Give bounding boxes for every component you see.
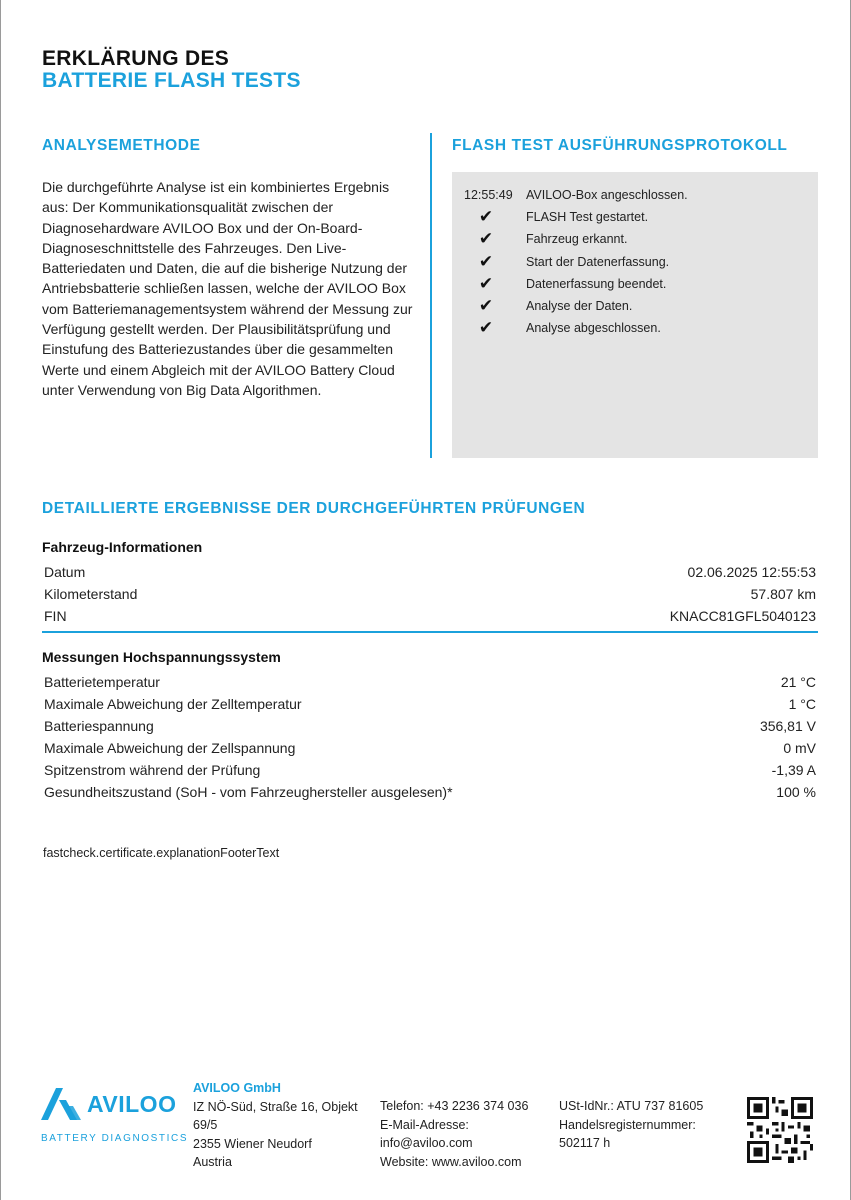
analysis-heading: ANALYSEMETHODE	[42, 137, 201, 154]
register-number: 502117 h	[559, 1136, 611, 1150]
company-name: AVILOO GmbH	[193, 1081, 281, 1095]
table-row	[42, 693, 818, 715]
company-address	[193, 1079, 373, 1172]
aviloo-logo	[41, 1080, 201, 1150]
log-entry	[452, 317, 818, 339]
hv-measurements-heading: Messungen Hochspannungssystem	[42, 649, 281, 665]
vat-number: USt-IdNr.: ATU 737 81605	[559, 1099, 704, 1113]
section-divider	[42, 631, 818, 633]
vehicle-info-table	[42, 539, 818, 633]
log-message: Analyse der Daten.	[526, 299, 633, 314]
contact-info	[380, 1097, 550, 1171]
row-label: Maximale Abweichung der Zelltemperatur	[44, 696, 302, 712]
protocol-heading: FLASH TEST AUSFÜHRUNGSPROTOKOLL	[452, 137, 788, 154]
check-icon: ✔	[478, 207, 494, 227]
row-value: -1,39 A	[771, 762, 816, 778]
row-label: Kilometerstand	[44, 586, 138, 602]
row-value: 1 °C	[788, 696, 816, 712]
qr-code-icon	[747, 1097, 813, 1163]
title-line-2: BATTERIE FLASH TESTS	[42, 69, 301, 92]
table-row	[42, 561, 818, 583]
address-line: 69/5	[193, 1118, 218, 1132]
address-line: Austria	[193, 1155, 232, 1169]
legal-info	[559, 1097, 729, 1153]
row-value: 356,81 V	[759, 718, 816, 734]
column-divider	[430, 133, 432, 458]
log-entry	[452, 295, 818, 317]
log-message: FLASH Test gestartet.	[526, 210, 649, 225]
log-entry	[452, 251, 818, 273]
log-message: Start der Datenerfassung.	[526, 254, 670, 269]
log-message: Analyse abgeschlossen.	[526, 321, 661, 336]
row-label: Datum	[44, 564, 86, 580]
table-row	[42, 671, 818, 693]
log-message: Fahrzeug erkannt.	[526, 232, 628, 247]
address-line: 2355 Wiener Neudorf	[193, 1136, 312, 1151]
address-line: IZ NÖ-Süd, Straße 16, Objekt	[193, 1099, 358, 1114]
email-link[interactable]: info@aviloo.com	[380, 1136, 473, 1150]
check-icon: ✔	[478, 229, 494, 249]
table-row	[42, 715, 818, 737]
analysis-section	[42, 137, 417, 400]
log-message: Datenerfassung beendet.	[526, 276, 667, 291]
aviloo-logo-icon	[41, 1084, 85, 1128]
row-value: 0 mV	[783, 740, 816, 756]
footnote-text: fastcheck.certificate.explanationFooterText	[43, 846, 280, 860]
analysis-text: Die durchgeführte Analyse ist ein kombiniertes Ergebnis aus: Der Kommunikationsqualität zwischen der Diagnosehardware AVILOO Box und der On-Board-Diagnoseschnittstelle des Fahrzeuges. Den Live-Batteriedaten und Daten, die auf die bisherige Nutzung der Antriebsbatterie schließen lassen, welche der AVILOO Box vom Batteriemanagementsystem während der Messung zur Verfügung gestellt werden. Der Plausibilitätsprüfung und Einstufung des Batteriezustandes über die gesammelten Werte und einem Abgleich mit der AVILOO Battery Cloud unter Verwendung von Big Data Algorithmen.	[42, 179, 413, 398]
log-entry	[452, 206, 818, 228]
log-message: AVILOO-Box angeschlossen.	[526, 188, 688, 203]
check-icon: ✔	[478, 273, 494, 293]
website-link[interactable]: Website: www.aviloo.com	[380, 1154, 522, 1169]
phone-text: Telefon: +43 2236 374 036	[380, 1099, 529, 1113]
row-value: 100 %	[776, 784, 816, 800]
logo-subtitle: BATTERY DIAGNOSTICS	[41, 1133, 189, 1144]
email-label: E-Mail-Adresse:	[380, 1117, 469, 1132]
row-label: Maximale Abweichung der Zellspannung	[44, 740, 296, 756]
row-label: Spitzenstrom während der Prüfung	[44, 762, 261, 778]
logo-wordmark: AVILOO	[87, 1091, 177, 1117]
table-row	[42, 759, 818, 781]
row-label: FIN	[44, 608, 67, 624]
log-entry	[452, 184, 818, 206]
row-value: KNACC81GFL5040123	[669, 608, 816, 624]
document-title	[42, 48, 301, 92]
log-entry	[452, 228, 818, 250]
title-line-1: ERKLÄRUNG DES	[42, 47, 230, 70]
table-row	[42, 605, 818, 627]
check-icon: ✔	[478, 296, 494, 316]
row-value: 02.06.2025 12:55:53	[687, 564, 816, 580]
row-value: 21 °C	[780, 674, 816, 690]
table-row	[42, 737, 818, 759]
row-label: Batteriespannung	[44, 718, 154, 734]
log-entry	[452, 273, 818, 295]
protocol-section	[452, 137, 818, 155]
table-row	[42, 781, 818, 803]
row-label: Batterietemperatur	[44, 674, 160, 690]
vehicle-info-heading: Fahrzeug-Informationen	[42, 539, 203, 555]
page-footer	[1, 1075, 851, 1175]
log-time: 12:55:49	[464, 188, 513, 203]
register-label: Handelsregisternummer:	[559, 1117, 696, 1132]
results-heading: DETAILLIERTE ERGEBNISSE DER DURCHGEFÜHRTEN PRÜFUNGEN	[42, 500, 586, 517]
protocol-log	[452, 172, 818, 458]
row-value: 57.807 km	[750, 586, 816, 602]
hv-measurements-table	[42, 649, 818, 803]
check-icon: ✔	[478, 318, 494, 338]
row-label: Gesundheitszustand (SoH - vom Fahrzeughersteller ausgelesen)*	[44, 784, 453, 800]
table-row	[42, 583, 818, 605]
check-icon: ✔	[478, 251, 494, 271]
